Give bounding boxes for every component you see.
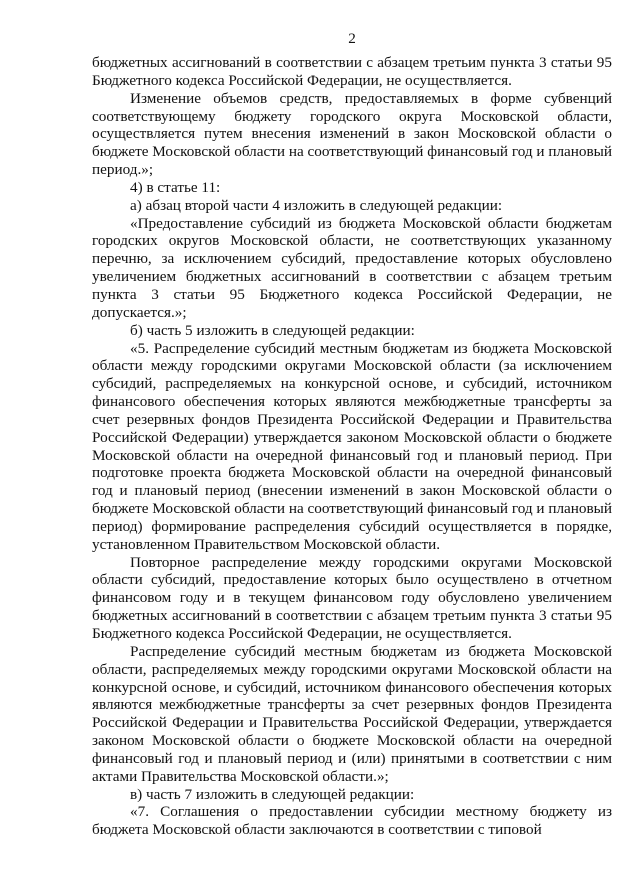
paragraph: 4) в статье 11: [130,178,221,196]
paragraph: б) часть 5 изложить в следующей редакции: [130,321,415,339]
page-number: 2 [348,30,356,47]
paragraph: «5. Распределение субсидий местным бюджетам из бюджета Московской области между городскими округами Московской области (за исключением субсидий, распределяемых на конкурсной основе, и субсидий, источником финансового обеспечения которых являются межбюджетные трансферты за счет резервных фондов Президента Российской Федерации и Правительства Российской Федерации) утверждается законом Московской области о бюджете Московской области на очередной финансовый год и плановый период. При подготовке проекта бюджета Московской области на очередной финансовый год и плановый период (внесении изменений в закон Московской области о бюджете Московской области на соответствующий финансовый год и плановый период) формирование распределения субсидий осуществляется в порядке, установленном Правительством Московской области. [92,339,612,553]
document-page [92,30,612,839]
paragraph: Распределение субсидий местным бюджетам из бюджета Московской области, распределяемых между городскими округами Московской области на конкурсной основе, и субсидий, источником финансового обеспечения которых являются межбюджетные трансферты за счет резервных фондов Президента Российской Федерации и Правительства Российской Федерации, утверждается законом Московской области о бюджете Московской области на очередной финансовый год и плановый период и (или) принятыми в соответствии с ним актами Правительства Московской области.»; [92,642,612,785]
paragraph: в) часть 7 изложить в следующей редакции: [130,785,415,803]
paragraph: «7. Соглашения о предоставлении субсидии местному бюджету из бюджета Московской области заключаются в соответствии с типовой [92,803,612,839]
paragraph: бюджетных ассигнований в соответствии с абзацем третьим пункта 3 статьи 95 Бюджетного кодекса Российской Федерации, не осуществляется. [92,54,612,89]
paragraph: Изменение объемов средств, предоставляемых в форме субвенций соответствующему бюджету городского округа Московской области, осуществляется путем внесения изменений в закон Московской области о бюджете Московской области на соответствующий финансовый год и плановый период.»; [92,89,612,179]
paragraph: Повторное распределение между городскими округами Московской области субсидий, предоставление которых было осуществлено в отчетном финансовом году и в текущем финансовом году обусловлено увеличением бюджетных ассигнований в соответствии с абзацем третьим пункта 3 статьи 95 Бюджетного кодекса Российской Федерации, не осуществляется. [92,553,612,642]
paragraph: «Предоставление субсидий из бюджета Московской области бюджетам городских округов Московской области, не соответствующих указанному перечню, за исключением субсидий, предоставление которых обусловлено увеличением бюджетных ассигнований в соответствии с абзацем третьим пункта 3 статьи 95 Бюджетного кодекса Российской Федерации, не допускается.»; [92,214,612,321]
paragraph: а) абзац второй части 4 изложить в следующей редакции: [130,196,503,214]
